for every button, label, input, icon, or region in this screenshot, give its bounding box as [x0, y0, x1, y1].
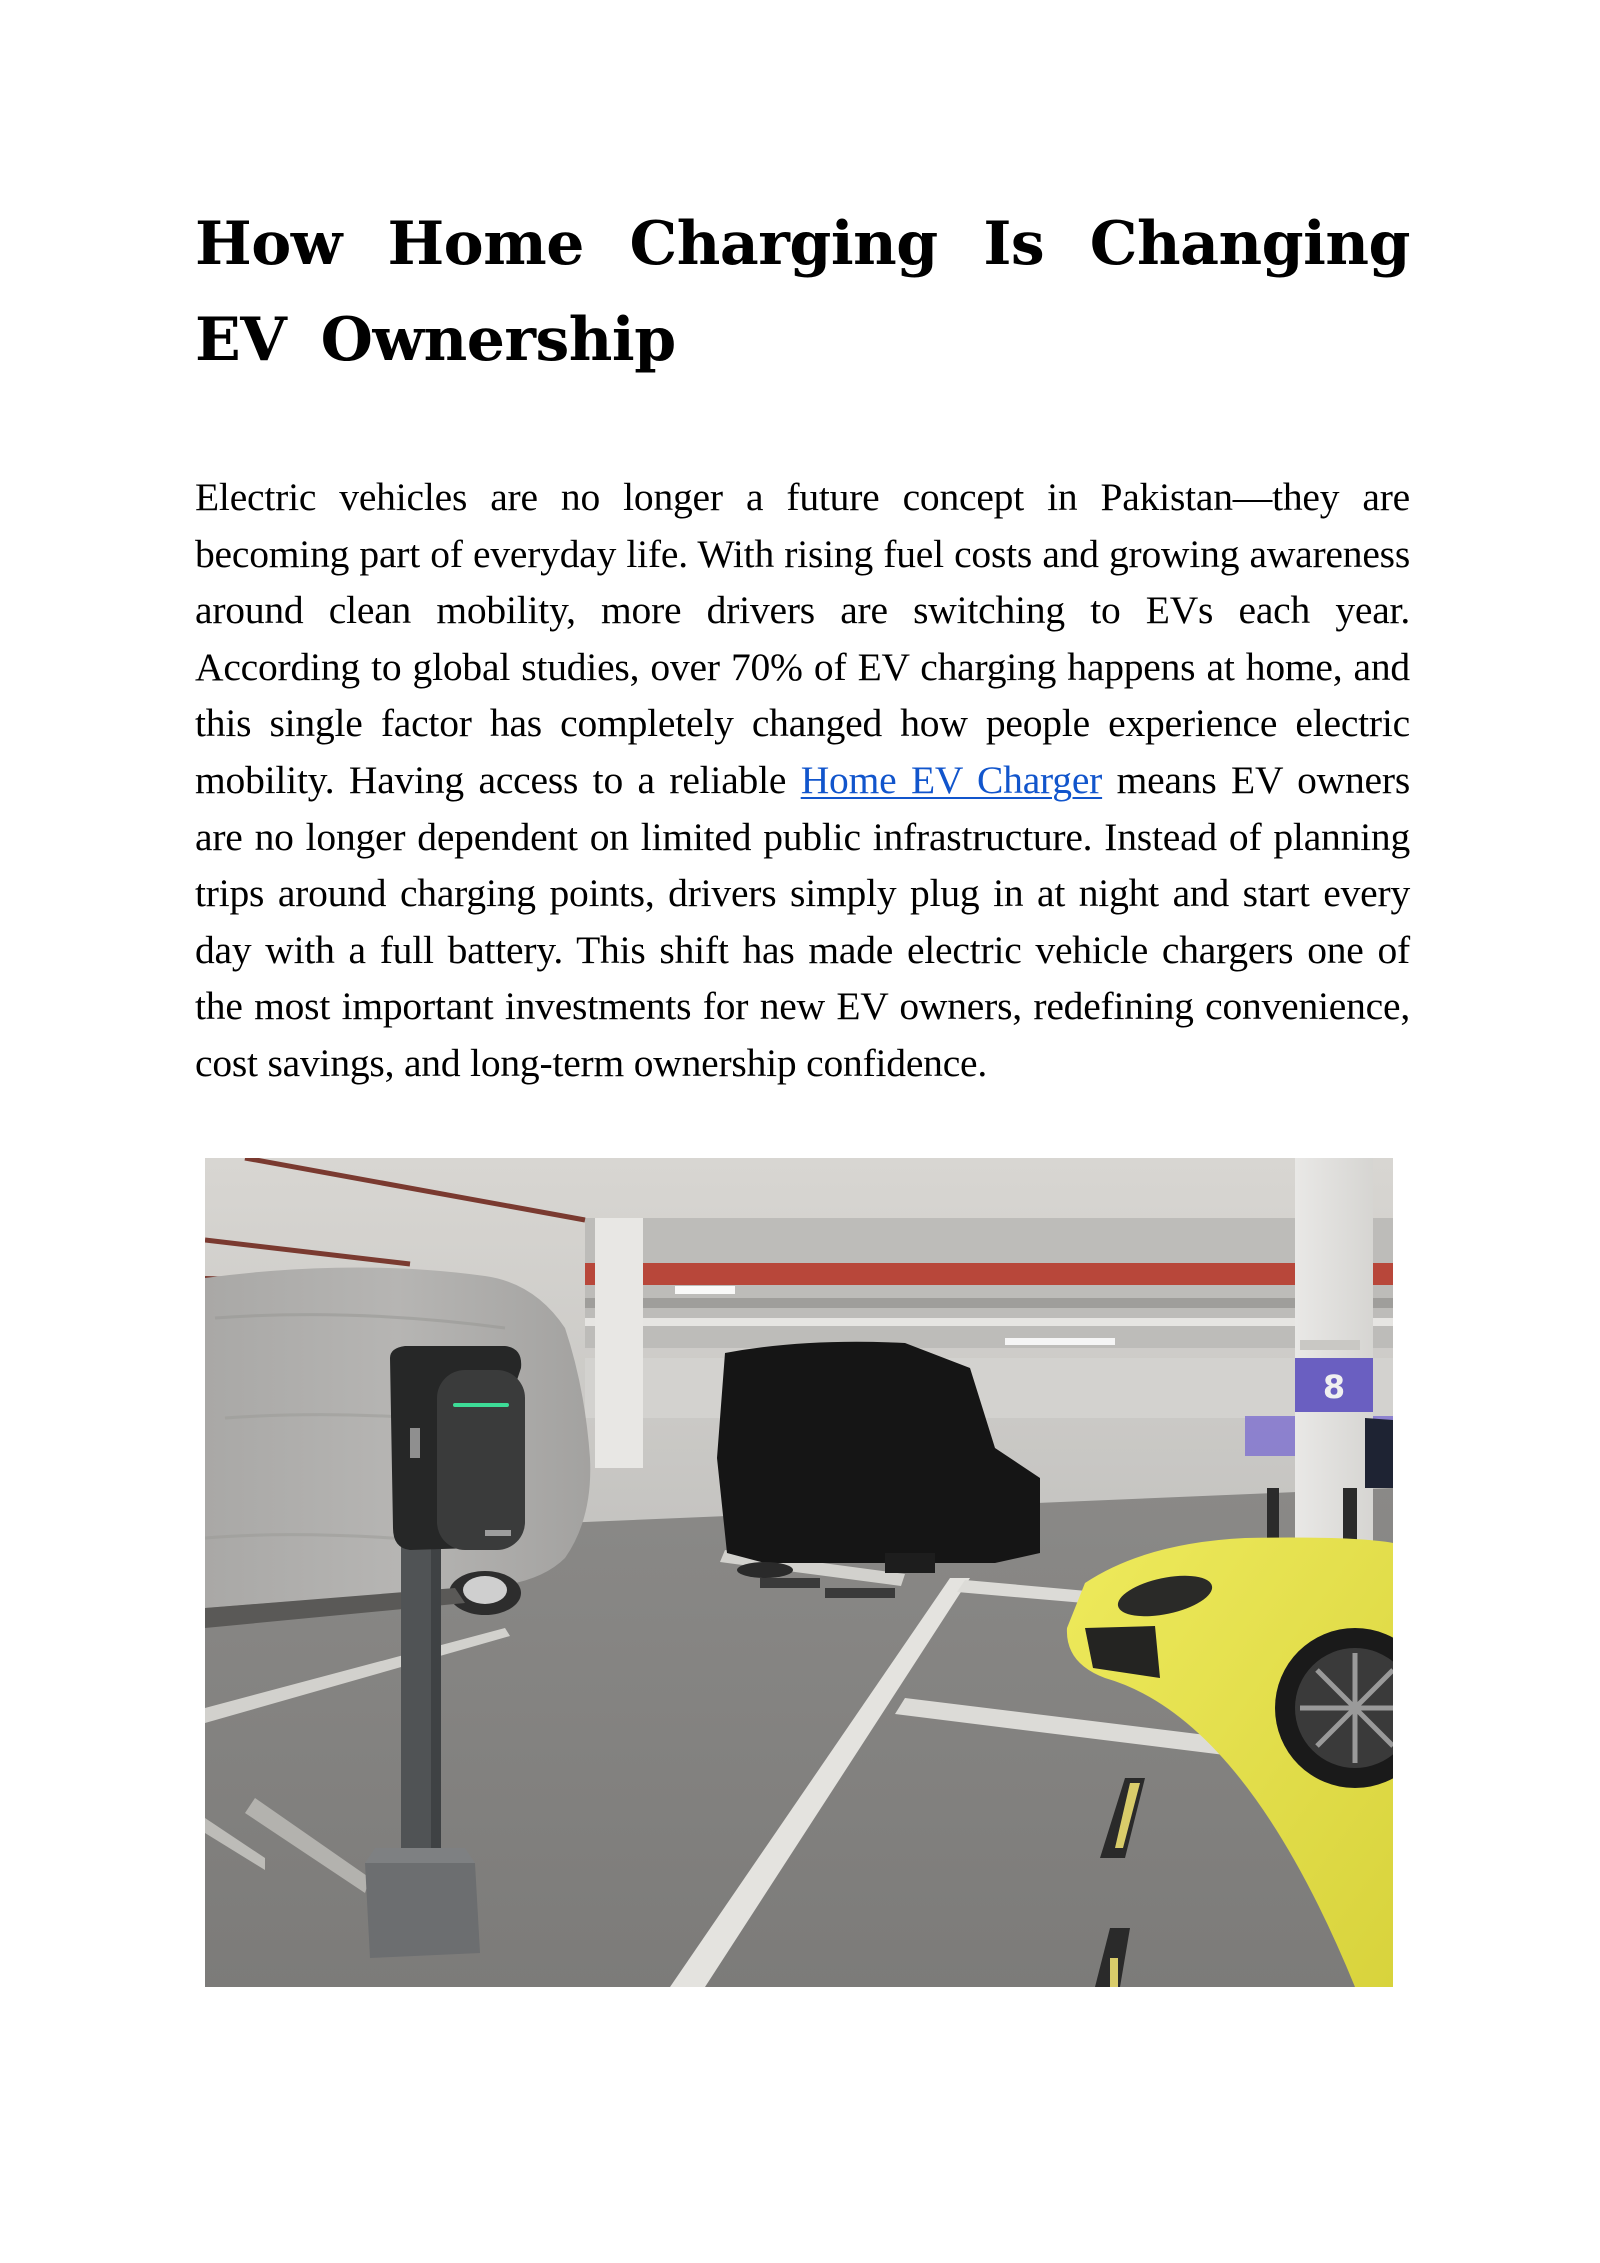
intro-paragraph	[195, 469, 1410, 1092]
ev-charger-parking-photo	[205, 1158, 1393, 1987]
red-duct	[585, 1263, 1393, 1285]
paragraph-text-after-link: means EV owners are no longer dependent on limited public infrastructure. Instead of planning trips around charging points, drivers simply plug in at night and start every day with a full battery. This shift has made electric vehicle chargers one of the most important investments for new EV owners, redefining convenience, cost savings, and long-term ownership confidence.	[195, 757, 1410, 1085]
parking-garage-scene	[205, 1158, 1393, 1987]
paragraph-text-before-link: Electric vehicles are no longer a future concept in Pakistan—they are becoming part of everyday life. With rising fuel costs and growing awareness around clean mobility, more drivers are switching to EVs each year. According to global studies, over 70% of EV charging happens at home, and this single factor has completely changed how people experience electric mobility. Having access to a reliable	[195, 475, 1410, 802]
dark-suv	[1365, 1418, 1393, 1488]
article-title: How Home Charging Is Changing EV Ownership	[195, 209, 1410, 375]
wheel-stop	[760, 1578, 820, 1588]
home-ev-charger-link[interactable]: Home EV Charger	[800, 757, 1103, 802]
pillar-number: 8	[1322, 1368, 1346, 1406]
charger-faceplate	[437, 1370, 525, 1550]
pedestal-base	[365, 1863, 480, 1958]
charger-led-icon	[453, 1403, 509, 1407]
